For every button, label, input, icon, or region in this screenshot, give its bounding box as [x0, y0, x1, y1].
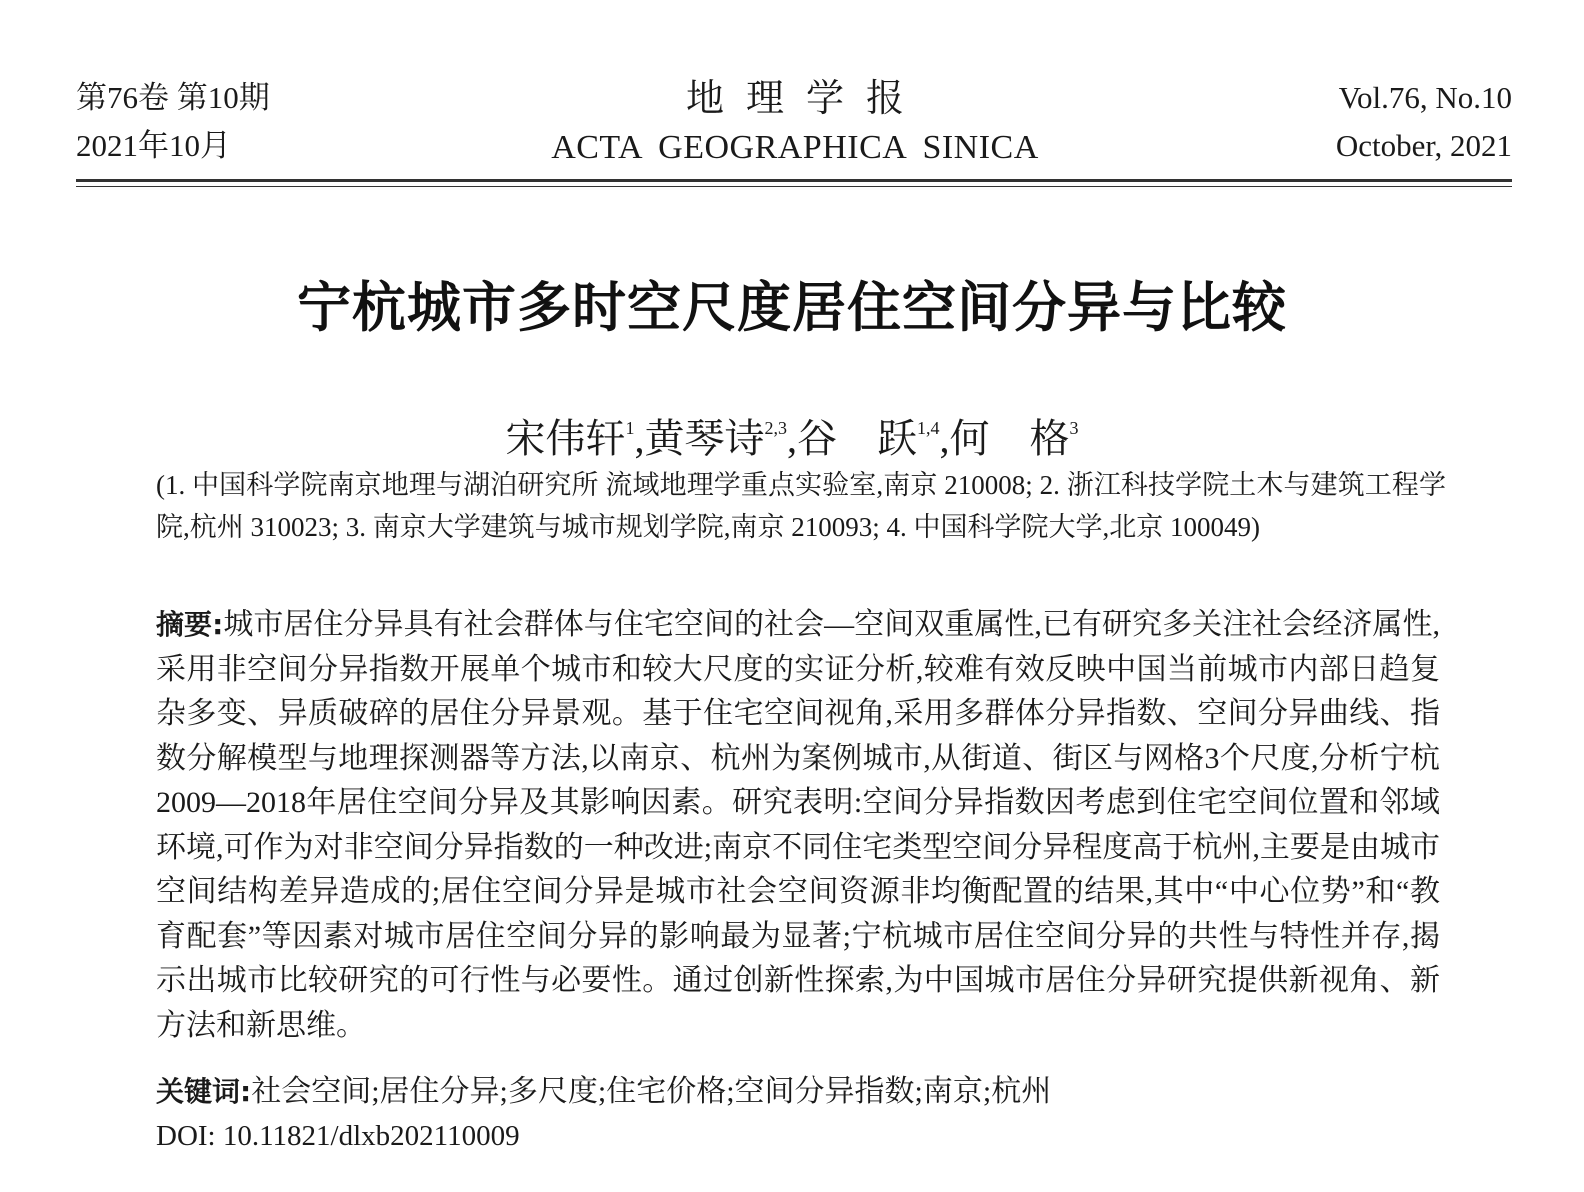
author-separator: , [787, 416, 797, 461]
author-list [0, 400, 1584, 467]
author [645, 416, 788, 462]
header-rule-thick [76, 179, 1512, 182]
keywords-label: 关键词: [156, 1075, 252, 1108]
author-affiliation-ref: 1 [625, 418, 635, 438]
doi-link[interactable]: 10.11821/dlxb202110009 [222, 1120, 520, 1152]
abstract-label: 摘要: [156, 608, 224, 641]
author-affiliation-ref: 3 [1069, 418, 1079, 438]
publication-date-en: October, 2021 [1335, 128, 1512, 163]
journal-name-en: ACTA GEOGRAPHICA SINICA [551, 129, 1039, 166]
author-separator: , [939, 416, 950, 461]
author-affiliation-ref: 2,3 [764, 418, 787, 438]
author-name: 宋伟轩 [505, 416, 626, 462]
author [950, 416, 1079, 462]
author [506, 416, 635, 462]
doi [156, 1116, 520, 1156]
volume-issue-cn: 第76卷 第10期 [76, 80, 270, 115]
publication-date-cn: 2021年10月 [76, 128, 231, 163]
abstract-text: 城市居住分异具有社会群体与住宅空间的社会—空间双重属性,已有研究多关注社会经济属性,采用非空间分异指数开展单个城市和较大尺度的实证分析,较难有效反映中国当前城市内部日趋复杂多变、异质破碎的居住分异景观。基于住宅空间视角,采用多群体分异指数、空间分异曲线、指数分解模型与地理探测器等方法,以南京、杭州为案例城市,从街道、街区与网格3个尺度,分析宁杭2009—2018年居住空间分异及其影响因素。研究表明:空间分异指数因考虑到住宅空间位置和邻域环境,可作为对非空间分异指数的一种改进;南京不同住宅类型空间分异程度高于杭州,主要是由城市空间结构差异造成的;居住空间分异是城市社会空间资源非均衡配置的结果,其中“中心位势”和“教育配套”等因素对城市居住空间分异的影响最为显著;宁杭城市居住空间分异的共性与特性并存,揭示出城市比较研究的可行性与必要性。通过创新性探索,为中国城市居住分异研究提供新视角、新方法和新思维。 [156, 608, 1440, 1042]
volume-issue-en: Vol.76, No.10 [1338, 80, 1512, 115]
issue-info-en [1336, 74, 1512, 170]
abstract [156, 603, 1440, 1048]
header-rule-thin [76, 186, 1512, 187]
author-affiliation-ref: 1,4 [917, 418, 940, 438]
keywords [156, 1070, 1440, 1114]
affiliations: (1. 中国科学院南京地理与湖泊研究所 流域地理学重点实验室,南京 210008; 2. 浙江科技学院土木与建筑工程学院,杭州 310023; 3. 南京大学建筑与城市规划学院,南京 210093; 4. 中国科学院大学,北京 100049) [156, 470, 1446, 542]
article-title: 宁杭城市多时空尺度居住空间分异与比较 [297, 276, 1287, 339]
doi-label: DOI: [156, 1120, 216, 1152]
author-name: 谷 跃 [797, 416, 917, 462]
keywords-text: 社会空间;居住分异;多尺度;住宅价格;空间分异指数;南京;杭州 [251, 1075, 1052, 1108]
author [797, 416, 940, 462]
journal-name-cn: 地理学报 [685, 78, 926, 120]
author-separator: , [634, 416, 645, 461]
author-name: 何 格 [949, 416, 1070, 462]
author-name: 黄琴诗 [644, 416, 765, 462]
